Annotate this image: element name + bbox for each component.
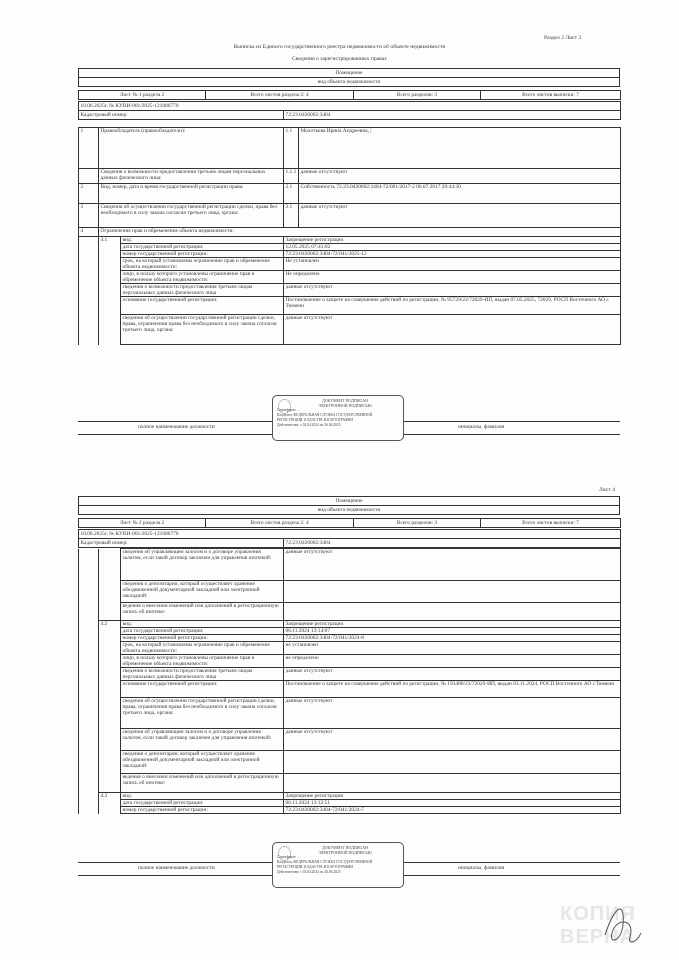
object-type-caption: вид объекта недвижимости — [79, 506, 620, 515]
row-subnumber — [99, 628, 121, 635]
encumbrance-row — [79, 729, 621, 751]
encumbrance-row — [79, 628, 621, 635]
row-label: номер государственной регистрации: — [121, 807, 284, 814]
row-subnumber — [99, 581, 121, 603]
cadastral-label: Кадастровый номер: — [79, 539, 284, 548]
stamp-line: РЕГИСТРАЦИИ, КАДАСТРА И КАРТОГРАФИИ — [277, 865, 353, 869]
row-label: ведения о внесении изменений или дополнений в регистрационную запись об ипотеке: — [121, 774, 284, 793]
extract-number: 10.06.2025г. № КУВИ-001/2025-121086770 — [79, 530, 621, 539]
document-subtitle: Сведения о зарегистрированных правах — [292, 56, 387, 62]
header-table — [78, 90, 621, 100]
stamp-line: ДОКУМЕНТ ПОДПИСАН — [322, 845, 368, 850]
row-value: не установлен — [284, 642, 621, 655]
encumbrance-row — [79, 655, 621, 668]
header-table — [78, 518, 621, 528]
row-value: 72:23:0430002:3404-72/041/2024-8 — [284, 635, 621, 642]
row-label: сведения о депозитарии, который осуществляет хранение обездвиженной документарной закладной или электронной закладной: — [121, 581, 284, 603]
row-number: 2 — [79, 184, 99, 204]
cadastral-label: Кадастровый номер: — [79, 111, 284, 120]
sheet-info: Всего листов выписки: 7 — [481, 519, 621, 528]
page-corner-label: Раздел 2 Лист 3 — [544, 35, 582, 41]
name-caption: инициалы, фамилия — [458, 865, 505, 871]
row-label: сведения об управляющем залогом и о договоре управления залогом, если такой договор заключен для управления ипотекой: — [121, 729, 284, 751]
row-value: не определено — [284, 655, 621, 668]
row-value: Запрещение регистрации — [284, 237, 621, 244]
row-value: 72:23:0430002:3404-72/041/2024-7 — [284, 807, 621, 814]
row-value: 06.11.2024 13:12:51 — [284, 800, 621, 807]
stamp-line: ЭЛЕКТРОННОЙ ПОДПИСЬЮ — [318, 403, 372, 408]
row-label: лицо, в пользу которого установлены ограничение прав и обременение объекта недвижимости: — [121, 271, 284, 284]
row-value: 12.05.2025 07:41:02 — [284, 244, 621, 251]
row-subnumber — [99, 284, 121, 297]
encumbrance-row — [79, 271, 621, 284]
sheet-info: Всего листов раздела 2: 4 — [206, 91, 354, 100]
e-signature-stamp — [272, 395, 404, 441]
row-label: сведения об осуществлении государственной регистрации сделки, права, ограничения права без необходимого в силу закона согласия третьего лица, органа: — [121, 315, 284, 345]
row-value: Молоткова Ирина Андреевна, | — [299, 128, 621, 169]
encumbrance-row — [79, 581, 621, 603]
object-type-caption: вид объекта недвижимости — [79, 78, 620, 87]
encumbrance-row — [79, 237, 621, 244]
position-caption: полное наименование должности — [138, 865, 215, 871]
row-number: 1 — [79, 128, 99, 169]
row-label: Сведения об осуществлении государственной регистрации сделки, права без необходимого в силу закона согласия третьего лица, органа: — [99, 204, 284, 228]
row-subnumber — [99, 698, 121, 729]
row-subnumber — [99, 258, 121, 271]
rights-table — [78, 127, 621, 345]
row-value: данные отсутствуют — [284, 668, 621, 681]
row-subnumber — [99, 297, 121, 315]
row-value: данные отсутствуют — [284, 729, 621, 751]
table-row — [79, 204, 621, 228]
row-subnumber — [99, 807, 121, 814]
row-label: сведения о возможности предоставления третьим лицам персональных данных физического лица — [121, 668, 284, 681]
row-subnumber — [99, 271, 121, 284]
row-label: сведения о депозитарии, который осуществляет хранение обездвиженной документарной закладной или электронной закладной: — [121, 751, 284, 774]
stamp-line: Владелец: ФЕДЕРАЛЬНАЯ СЛУЖБА ГОСУДАРСТВЕННОЙ — [277, 413, 373, 417]
row-number: 4 — [79, 228, 99, 237]
row-value: данные отсутствуют — [299, 169, 621, 184]
row-label: Сведения о возможности предоставления третьим лицам персональных данных физического лица: — [99, 169, 284, 184]
cadastral-number: 72:23:0430002:3404 — [284, 539, 621, 548]
sheet-info: Всего разделов: 3 — [354, 91, 481, 100]
row-value — [284, 774, 621, 793]
stamp-line: ДОКУМЕНТ ПОДПИСАН — [322, 398, 368, 403]
stamp-line: Сертификат: ... — [277, 855, 300, 859]
row-label: дата государственной регистрации: — [121, 800, 284, 807]
object-type: Помещение — [79, 69, 620, 78]
row-value: данные отсутствуют — [284, 549, 621, 581]
cadastral-number: 72:23:0430002:3404 — [284, 111, 621, 120]
encumbrance-row — [79, 251, 621, 258]
row-label: Правообладатель (правообладатели): — [99, 128, 284, 169]
row-subnumber — [99, 751, 121, 774]
row-value: Собственность 72:23:0430002:3404-72/001/2017-2 06.07.2017 20:44:30 — [299, 184, 621, 204]
encumbrance-row — [79, 681, 621, 698]
object-type: Помещение — [79, 497, 620, 506]
row-subnumber — [99, 251, 121, 258]
encumbrance-row — [79, 698, 621, 729]
extract-number: 10.06.2025г. № КУВИ-001/2025-121086770 — [79, 102, 621, 111]
row-label: Вид, номер, дата и время государственной регистрации права: — [99, 184, 284, 204]
row-subnumber — [99, 549, 121, 581]
row-subnumber — [99, 774, 121, 793]
encumbrance-row — [79, 668, 621, 681]
row-value: 72:23:0430002:3404-72/041/2025-12 — [284, 251, 621, 258]
header-table — [78, 496, 620, 515]
row-subnumber: 1.1.1 — [284, 169, 299, 184]
encumbrance-row — [79, 603, 621, 621]
row-value: Запрещение регистрации — [284, 793, 621, 800]
encumbrance-row — [79, 793, 621, 800]
row-label: срок, на который установлены ограничение прав и обременение объекта недвижимости: — [121, 258, 284, 271]
handwritten-signature — [595, 895, 645, 950]
row-subnumber: 1.1 — [284, 128, 299, 169]
row-label: сведения об осуществлении государственной регистрации сделки, права, ограничения права без необходимого в силу закона согласия третьего лица, органа: — [121, 698, 284, 729]
row-value: данные отсутствуют — [284, 315, 621, 345]
row-subnumber — [99, 603, 121, 621]
row-subnumber — [99, 668, 121, 681]
row-label: основание государственной регистрации: — [121, 297, 284, 315]
rights-table-continued — [78, 548, 621, 814]
encumbrance-row — [79, 642, 621, 655]
row-number: 3 — [79, 204, 99, 228]
row-label: вид: — [121, 237, 284, 244]
row-subnumber: 4.3 — [99, 793, 121, 800]
encumbrance-row — [79, 774, 621, 793]
stamp-line: Действителен: с 02.04.2024 по 26.06.2025 — [277, 870, 341, 874]
table-row — [79, 169, 621, 184]
sheet-info: Лист № 2 раздела 2 — [79, 519, 206, 528]
stamp-line: Сертификат: ... — [277, 408, 300, 412]
header-table — [78, 68, 620, 87]
row-label: ведения о внесении изменений или дополнений в регистрационную запись об ипотеке: — [121, 603, 284, 621]
stamp-line: Владелец: ФЕДЕРАЛЬНАЯ СЛУЖБА ГОСУДАРСТВЕННОЙ — [277, 860, 373, 864]
row-value: Не установлен — [284, 258, 621, 271]
row-label: номер государственной регистрации: — [121, 251, 284, 258]
row-subnumber — [99, 681, 121, 698]
row-label: вид: — [121, 793, 284, 800]
row-number — [79, 169, 99, 184]
encumbrance-row — [79, 635, 621, 642]
encumbrance-row — [79, 284, 621, 297]
name-caption: инициалы, фамилия — [458, 424, 505, 430]
row-subnumber: 2.1 — [284, 184, 299, 204]
row-value: данные отсутствуют — [299, 204, 621, 228]
row-label: лицо, в пользу которого установлены ограничение прав и обременение объекта недвижимости: — [121, 655, 284, 668]
row-subnumber — [99, 642, 121, 655]
sheet-info: Всего листов раздела 2: 4 — [206, 519, 354, 528]
stamp-line: РЕГИСТРАЦИИ, КАДАСТРА И КАРТОГРАФИИ — [277, 418, 353, 422]
table-row — [79, 184, 621, 204]
encumbrance-row — [79, 800, 621, 807]
row-subnumber — [99, 635, 121, 642]
row-subnumber — [99, 729, 121, 751]
emblem-icon — [278, 399, 291, 414]
row-label: номер государственной регистрации: — [121, 635, 284, 642]
table-row — [79, 128, 621, 169]
encumbrance-row — [79, 244, 621, 251]
position-caption: полное наименование должности — [138, 424, 215, 430]
row-subnumber — [99, 315, 121, 345]
encumbrance-row — [79, 807, 621, 814]
sheet-info: Всего листов выписки: 7 — [481, 91, 621, 100]
row-label: сведения о возможности предоставления третьим лицам персональных данных физического лица — [121, 284, 284, 297]
e-signature-stamp — [272, 842, 404, 888]
stamp-line: ЭЛЕКТРОННОЙ ПОДПИСЬЮ — [318, 850, 372, 855]
row-value: Запрещение регистрации — [284, 621, 621, 628]
row-label: основание государственной регистрации: — [121, 681, 284, 698]
encumbrance-row — [79, 621, 621, 628]
row-subnumber — [99, 244, 121, 251]
row-subnumber: 3.1 — [284, 204, 299, 228]
row-value: Постановление о запрете на совершение действий по регистрации, № 193480/23/72029-ИП, выдан 03.11.2024, РОСП Восточного АО г.Тюмени — [284, 681, 621, 698]
emblem-icon — [278, 846, 291, 861]
encumbrance-row — [79, 297, 621, 315]
row-value: Постановление о запрете на совершение действий по регистрации, № 95729/22/72029-ИП, выдан 07.05.2025, 72029, РОСП Восточного АО г. Тюмени — [284, 297, 621, 315]
row-subnumber: 4.1 — [99, 237, 121, 244]
row-value — [284, 581, 621, 603]
encumbrance-row — [79, 258, 621, 271]
encumbrance-row — [79, 315, 621, 345]
header-table — [78, 101, 621, 120]
encumbrance-row — [79, 751, 621, 774]
header-table — [78, 529, 621, 548]
row-subnumber: 4.2 — [99, 621, 121, 628]
document-title: Выписка из Единого государственного реестра недвижимости об объекте недвижимости — [233, 44, 446, 50]
row-value — [284, 751, 621, 774]
encumbrance-row — [79, 549, 621, 581]
row-subnumber — [99, 800, 121, 807]
sheet-info: Всего разделов: 3 — [354, 519, 481, 528]
row-value: данные отсутствуют — [284, 698, 621, 729]
page-corner-label: Лист 4 — [599, 487, 615, 493]
section-label: Ограничение прав и обременение объекта недвижимости: — [99, 228, 621, 237]
row-label: дата государственной регистрации: — [121, 244, 284, 251]
sheet-info: Лист № 1 раздела 2 — [79, 91, 206, 100]
row-value: 06.11.2024 13:14:07 — [284, 628, 621, 635]
row-value: данные отсутствуют — [284, 284, 621, 297]
row-label: срок, на который установлены ограничение прав и обременение объекта недвижимости: — [121, 642, 284, 655]
row-label: вид: — [121, 621, 284, 628]
row-value: Не определено — [284, 271, 621, 284]
copy-certified-watermark: КОПИЯ ВЕРНА — [560, 903, 636, 948]
section-row — [79, 228, 621, 237]
row-value — [284, 603, 621, 621]
row-subnumber — [99, 655, 121, 668]
row-label: дата государственной регистрации: — [121, 628, 284, 635]
row-label: сведения об управляющем залогом и о договоре управления залогом, если такой договор заключен для управления ипотекой: — [121, 549, 284, 581]
stamp-line: Действителен: с 02.04.2024 по 26.06.2025 — [277, 423, 341, 427]
